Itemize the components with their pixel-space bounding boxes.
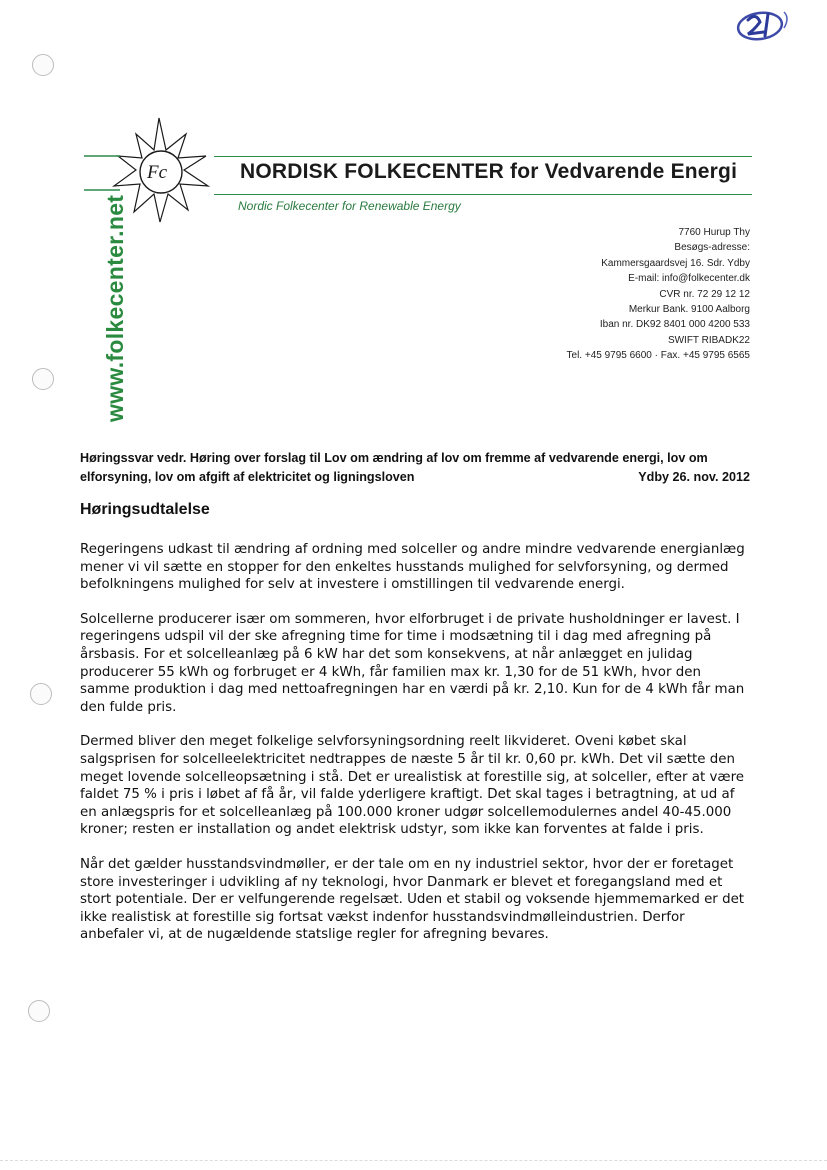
letter-date: Ydby 26. nov. 2012 (638, 470, 750, 484)
subject-block (80, 449, 750, 487)
punch-hole-3 (30, 683, 52, 705)
contact-line: Merkur Bank. 9100 Aalborg (628, 304, 750, 316)
contact-line: Tel. +45 9795 6600 · Fax. +45 9795 6565 (566, 350, 750, 362)
paragraph-4: Når det gælder husstandsvindmøller, er der tale om en ny industriel sektor, hvor der er foretaget store investeringer i udvikling af ny teknologi, hvor Danmark er blevet et foregangsland med et stort potentiale. Der er velfungerende regelsæt. Uden et stabil og voksende hjemmemarked er det ikke realistisk at forestille sig fortsat vækst indenfor husstandsvindmølleindustrien. Derfor anbefaler vi, at de nugældende statslige regler for afregning bevares. (80, 856, 745, 943)
body-text (80, 541, 752, 961)
subject-line-1: Høringssvar vedr. Høring over forslag til Lov om ændring af lov om fremme af vedvarende energi, lov om (80, 451, 708, 465)
contact-line: Besøgs-adresse: (674, 242, 750, 254)
organization-subtitle: Nordic Folkecenter for Renewable Energy (238, 199, 461, 213)
document-heading: Høringsudtalelse (80, 501, 210, 518)
contact-line: E-mail: info@folkecenter.dk (628, 273, 750, 285)
paragraph-3: Dermed bliver den meget folkelige selvforsyningsordning reelt likvideret. Oveni købet skal salgsprisen for solcelleelektricitet nedtrappes de næste 5 år til kr. 0,60 pr. kWh. Det vil sætte den meget lovende solcelleopsætning i stå. Det er urealistisk at forestille sig, at solceller, efter at være faldet 75 % i pris i løbet af få år, vil falde yderligere kraftigt. Det skal tages i betragtning, at ud af en anlægspris for et solcelleanlæg på 100.000 kroner udgør solcellemodulernes andel 40-45.000 kroner; resten er installation og andet elektrisk udstyr, som ikke kan forventes at falde i pris. (80, 734, 745, 838)
logo-text: Fc (147, 162, 168, 183)
contact-block (567, 225, 750, 364)
contact-line: CVR nr. 72 29 12 12 (659, 288, 750, 300)
contact-line: Kammersgaardsvej 16. Sdr. Ydby (601, 257, 750, 269)
website-vertical: www.folkecenter.net (102, 194, 128, 422)
paragraph-2: Solcellerne producerer især om sommeren, hvor elforbruget i de private husholdninger er lavest. I regeringens udspil vil der ske afregning time for time i modsætning til i dag med afregning på årsbasis. For et solcelleanlæg på 6 kW har det som konsekvens, at når anlægget en julidag producerer 55 kWh og forbruget er 4 kWh, får familien max kr. 1,30 for de 51 kWh, hvor den samme produktion i dag med nettoafregningen har en værdi på kr. 2,10. Kun for de 4 kWh får man den fulde pris. (80, 611, 745, 715)
contact-line: Iban nr. DK92 8401 000 4200 533 (599, 319, 750, 331)
punch-hole-1 (32, 54, 54, 76)
organization-name: NORDISK FOLKECENTER for Vedvarende Energi (240, 160, 738, 183)
header-rule-top (214, 156, 752, 157)
scan-edge-line (0, 1160, 827, 1161)
contact-line: 7760 Hurup Thy (678, 227, 750, 238)
handwritten-page-mark (732, 6, 802, 46)
contact-line: SWIFT RIBADK22 (667, 334, 750, 346)
punch-hole-2 (32, 368, 54, 390)
header-rule-bottom (214, 194, 752, 195)
subject-line-2: elforsyning, lov om afgift af elektricitet og ligningsloven (80, 470, 415, 484)
punch-hole-4 (28, 1000, 50, 1022)
paragraph-1: Regeringens udkast til ændring af ordning med solceller og andre mindre vedvarende energianlæg mener vi vil sætte en stopper for den enkeltes husstands mulighed for selvforsyning, og dermed befolkningens mulighed for selv at investere i omstillingen til vedvarende energi. (80, 542, 745, 593)
